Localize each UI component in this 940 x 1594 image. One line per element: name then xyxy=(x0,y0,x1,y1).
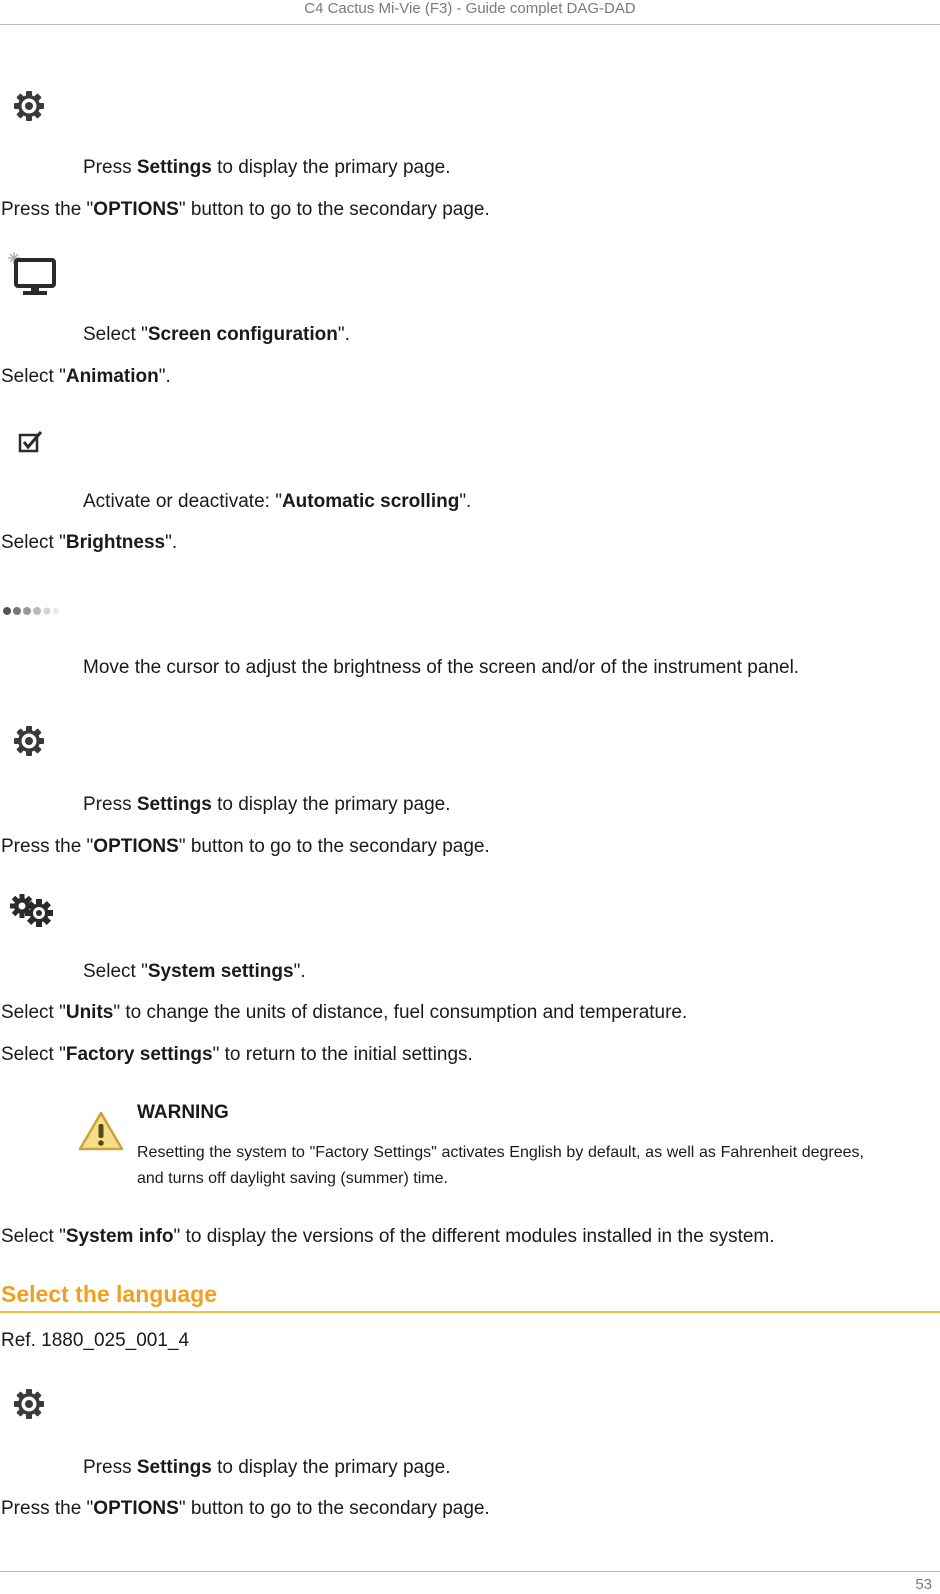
reference-number: Ref. 1880_025_001_4 xyxy=(1,1330,190,1351)
instruction-line: Press Settings to display the primary page. xyxy=(83,1457,451,1478)
instruction-line: Select "Screen configuration". xyxy=(83,324,350,345)
gear-icon xyxy=(12,1387,46,1421)
header-title: C4 Cactus Mi-Vie (F3) - Guide complet DAG-DAD xyxy=(304,0,636,17)
instruction-line: Press the "OPTIONS" button to go to the secondary page. xyxy=(1,199,490,220)
page-footer xyxy=(0,1571,940,1594)
instruction-line: Move the cursor to adjust the brightness of the screen and/or of the instrument panel. xyxy=(83,657,800,678)
instruction-line: Select "System info" to display the versions of the different modules installed in the system. xyxy=(1,1226,775,1247)
monitor-icon xyxy=(6,250,58,298)
warning-text: Resetting the system to "Factory Settings" activates English by default, as well as Fahrenheit degrees, and turns off daylight saving (summer) time. xyxy=(137,1144,864,1187)
running-header xyxy=(0,0,940,25)
section-heading: Select the language xyxy=(1,1281,218,1307)
instruction-line: Select "Units" to change the units of distance, fuel consumption and temperature. xyxy=(1,1002,688,1023)
instruction-line: Activate or deactivate: "Automatic scrolling". xyxy=(83,491,472,512)
instruction-line: Select "Animation". xyxy=(1,366,171,387)
instruction-line: Press Settings to display the primary page. xyxy=(83,794,451,815)
checkbox-icon xyxy=(18,430,44,454)
brightness-dots-icon xyxy=(2,605,62,617)
instruction-line: Select "Brightness". xyxy=(1,532,178,553)
instruction-line: Select "Factory settings" to return to the initial settings. xyxy=(1,1044,473,1065)
gear-icon xyxy=(12,89,46,123)
gear-icon xyxy=(12,724,46,758)
gears-icon xyxy=(8,892,56,928)
section-divider xyxy=(0,1311,940,1313)
instruction-line: Select "System settings". xyxy=(83,961,306,982)
instruction-line: Press the "OPTIONS" button to go to the secondary page. xyxy=(1,1498,490,1519)
instruction-line: Press the "OPTIONS" button to go to the secondary page. xyxy=(1,836,490,857)
warning-icon xyxy=(78,1110,124,1152)
instruction-line: Press Settings to display the primary page. xyxy=(83,157,451,178)
page-number: 53 xyxy=(915,1576,932,1593)
warning-title: WARNING xyxy=(137,1102,229,1123)
